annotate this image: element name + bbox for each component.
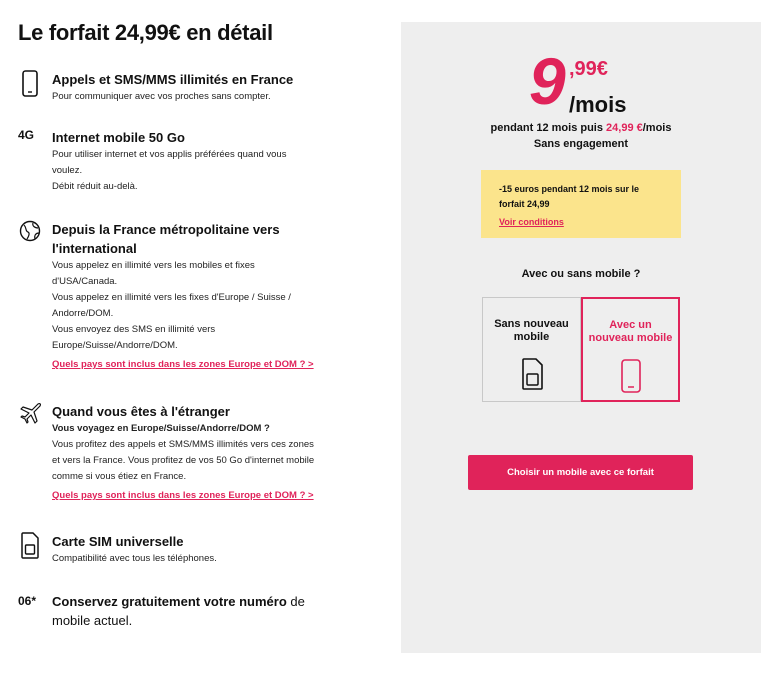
conditions-link[interactable]: Voir conditions	[499, 217, 564, 227]
option-label: nouveau mobile	[588, 332, 673, 344]
feature-text: Pour utiliser internet et vos applis préférées quand vous	[52, 149, 287, 160]
feature-heading: Depuis la France métropolitaine vers	[52, 222, 280, 237]
price-conditions	[401, 122, 761, 134]
feature-abroad	[18, 402, 338, 503]
06-badge: 06*	[18, 594, 37, 608]
commitment-text: Sans engagement	[533, 138, 629, 150]
feature-number	[18, 592, 338, 630]
globe-icon	[18, 220, 42, 248]
feature-heading: Carte SIM universelle	[52, 534, 184, 549]
promo-box	[481, 170, 681, 238]
feature-text: Compatibilité avec tous les téléphones.	[52, 553, 217, 564]
feature-text: Vous profitez des appels et SMS/MMS illimités vers ces zones	[52, 439, 314, 450]
option-with-mobile[interactable]	[581, 297, 680, 402]
feature-sim	[18, 532, 338, 567]
note-price: 24,99 €	[606, 122, 643, 134]
feature-text: Vous appelez en illimité vers les mobiles et fixes	[52, 260, 255, 271]
heading-rest: de	[286, 594, 305, 609]
note-suffix: /mois	[642, 122, 672, 134]
price-cents: ,99€	[569, 58, 608, 80]
feature-text: Andorre/DOM.	[52, 308, 114, 319]
feature-text: comme si vous étiez en France.	[52, 471, 187, 482]
feature-heading-line2: mobile actuel.	[52, 613, 133, 628]
promo-text: forfait 24,99	[499, 199, 550, 209]
feature-heading: Quand vous êtes à l'étranger	[52, 404, 230, 419]
option-label: mobile	[513, 331, 550, 343]
feature-subheading: Vous voyagez en Europe/Suisse/Andorre/DOM ?	[52, 423, 270, 434]
option-label: Avec un	[609, 319, 652, 331]
feature-heading	[52, 592, 338, 611]
feature-calls	[18, 70, 338, 105]
4g-badge: 4G	[18, 128, 35, 142]
feature-heading: Appels et SMS/MMS illimités en France	[52, 72, 294, 87]
choose-mobile-button[interactable]: Choisir un mobile avec ce forfait	[468, 455, 693, 490]
phone-icon	[18, 70, 42, 98]
mobile-question: Avec ou sans mobile ?	[521, 268, 641, 280]
feature-text: Vous appelez en illimité vers les fixes d'Europe / Suisse /	[52, 292, 291, 303]
promo-text: -15 euros pendant 12 mois sur le	[499, 184, 640, 194]
option-without-mobile[interactable]	[482, 297, 581, 402]
option-label: Sans nouveau	[494, 318, 569, 330]
feature-text: et vers la France. Vous profitez de vos 50 Go d'internet mobile	[52, 455, 315, 466]
feature-text: Europe/Suisse/Andorre/DOM.	[52, 340, 178, 351]
price-block	[529, 44, 649, 122]
sim-card-icon	[18, 532, 42, 560]
feature-text: Vous envoyez des SMS en illimité vers	[52, 324, 216, 335]
smartphone-icon	[583, 359, 678, 393]
feature-text: voulez.	[52, 165, 83, 176]
zones-link[interactable]: Quels pays sont inclus dans les zones Europe et DOM ? >	[52, 490, 314, 501]
page-title: Le forfait 24,99€ en détail	[18, 20, 273, 45]
zones-link[interactable]: Quels pays sont inclus dans les zones Europe et DOM ? >	[52, 359, 314, 370]
price-per-month: /mois	[569, 92, 627, 117]
airplane-icon	[18, 402, 42, 430]
price-main: 9	[529, 44, 566, 118]
feature-heading: l'international	[52, 241, 137, 256]
sim-icon	[483, 358, 580, 390]
feature-text: d'USA/Canada.	[52, 276, 118, 287]
feature-text: Pour communiquer avec vos proches sans compter.	[52, 91, 271, 102]
feature-internet	[18, 128, 338, 195]
feature-text: Débit réduit au-delà.	[52, 181, 138, 192]
feature-heading: Internet mobile 50 Go	[52, 130, 185, 145]
offer-panel	[401, 22, 761, 653]
feature-international	[18, 220, 338, 372]
heading-bold: Conservez gratuitement votre numéro	[52, 594, 287, 609]
note-prefix: pendant 12 mois puis	[490, 122, 607, 134]
